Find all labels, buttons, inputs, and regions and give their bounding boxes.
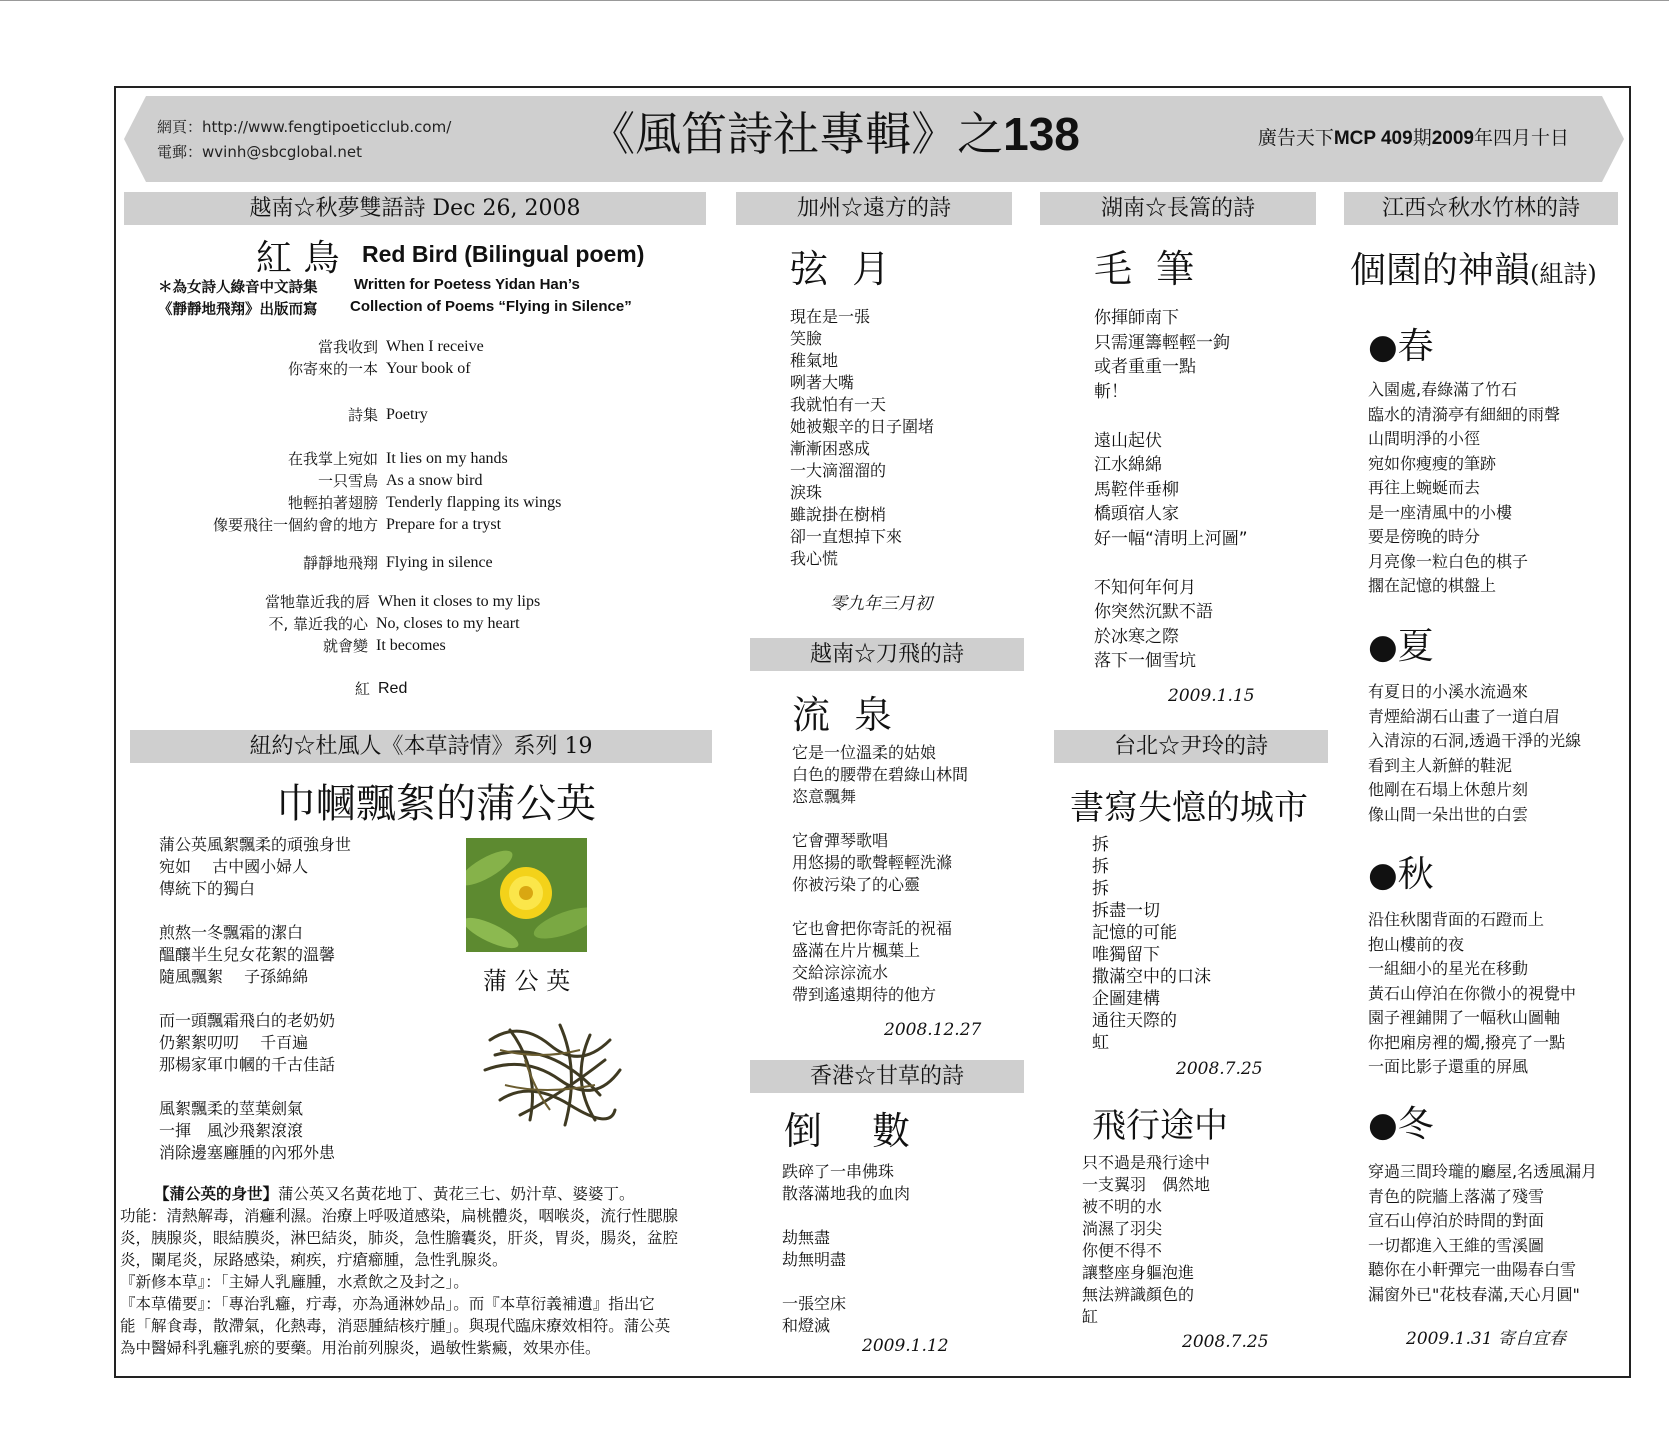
bi-line: 不, 靠近我的心 No, closes to my heart: [268, 615, 520, 633]
poem-line: 那楊家軍巾幗的千古佳話: [159, 1055, 336, 1074]
section-header-vietnam-daofei: 越南☆刀飛的詩: [750, 638, 1024, 671]
brush-date: 2009.1.15: [1168, 686, 1255, 706]
bi-line: 當牠靠近我的唇 When it closes to my lips: [264, 593, 541, 611]
poem-line: 虹: [1092, 1033, 1109, 1053]
poem-line: 被不明的水: [1082, 1197, 1163, 1216]
poem-line: 用悠揚的歌聲輕輕洗滌: [792, 853, 953, 872]
website-text: 網頁：http://www.fengtipoeticclub.com/: [157, 118, 452, 136]
poem-line: 劫無盡: [782, 1228, 831, 1247]
poem-line: 企圖建構: [1092, 989, 1160, 1009]
poem-line: [1094, 404, 1248, 429]
poem-line: 劫無明盡: [782, 1250, 847, 1269]
poem-line: 無法辨識顏色的: [1082, 1285, 1195, 1304]
autumn-season-poem: [1368, 908, 1576, 1080]
poem-line: 你突然沉默不語: [1094, 602, 1213, 622]
poem-line: 宛如你瘦瘦的筆跡: [1368, 453, 1497, 473]
dandelion-flower-image: [466, 838, 587, 952]
bi-line: 你寄來的一本 Your book of: [287, 360, 471, 378]
spring-date: 2008.12.27: [884, 1020, 982, 1040]
poem-line: 穿過三間玲瓏的廳屋,名透風漏月: [1368, 1162, 1598, 1181]
poem-line: 橋頭宿人家: [1094, 504, 1179, 524]
season-summer-label: ●夏: [1368, 626, 1434, 667]
winter-season-poem: [1368, 1160, 1597, 1307]
note-body: 蒲公英又名黃花地丁、黃花三七、奶汁草、婆婆丁。: [278, 1185, 635, 1203]
poem-title-brush: 毛 筆: [1094, 247, 1201, 291]
poem-line: 能「解食毒，散滯氣，化熱毒，消惡腫結核疔腫」。與現代臨床療效相符。蒲公英: [120, 1317, 671, 1335]
note-lines: [120, 1205, 730, 1359]
bi-line: 當我收到 When I receive: [317, 338, 484, 356]
poem-line: 白色的腰帶在碧綠山林間: [792, 765, 969, 784]
poem-line: 只需運籌輕輕一鉤: [1094, 332, 1230, 353]
poem-line: 炎，闌尾炎，尿路感染，痢疾，疔瘡癤腫，急性乳腺炎。: [120, 1251, 508, 1269]
spring-poem: [792, 742, 968, 1006]
countdown-date: 2009.1.12: [862, 1336, 949, 1356]
section-header-hongkong: 香港☆甘草的詩: [750, 1060, 1024, 1093]
dedication-zh-1: ＊為女詩人綠音中文詩集: [158, 280, 318, 296]
season-spring-label: ●春: [1368, 326, 1434, 367]
poem-line: 不知何年何月: [1094, 577, 1196, 598]
poem-line: 拆: [1092, 835, 1109, 855]
poem-line: 跌碎了一串佛珠: [782, 1162, 895, 1181]
poem-line: 煎熬一冬飄霜的潔白: [159, 923, 304, 942]
season-winter-label: ●冬: [1368, 1104, 1434, 1145]
poem-line: 宣石山停泊於時間的對面: [1368, 1211, 1545, 1230]
poem-line: 擱在記憶的棋盤上: [1368, 576, 1497, 595]
crescent-date: 零九年三月初: [830, 594, 932, 614]
dandelion-caption: 蒲 公 英: [483, 967, 571, 995]
poem-line: 她被艱辛的日子圍堵: [790, 417, 935, 436]
poem-line: 宛如 古中國小婦人: [159, 857, 309, 876]
poem-line: 聽你在小軒彈完一曲陽春白雪: [1368, 1260, 1577, 1279]
poem-line: 炎，胰腺炎，眼結膜炎，淋巴結炎，肺炎，急性膽囊炎，肝炎，胃炎，腸炎，盆腔: [120, 1229, 679, 1247]
poem-line: 它也會把你寄託的祝福: [792, 919, 953, 938]
poem-line: 現在是一張: [790, 307, 871, 326]
poem-line: 漸漸困惑成: [790, 439, 871, 458]
issue-info: 廣告天下MCP 409期2009年四月十日: [1257, 127, 1569, 149]
poem-line: 它是一位溫柔的姑娘: [792, 743, 937, 762]
section-header-california: 加州☆遠方的詩: [736, 192, 1012, 225]
poem-line: 撒滿空中的口沫: [1092, 967, 1211, 987]
poem-line: 江水綿綿: [1094, 455, 1162, 475]
poem-title-countdown: 倒 數: [784, 1109, 917, 1153]
poem-line: 一切都進入王維的雪溪圖: [1368, 1235, 1545, 1255]
poem-line: 一大滴溜溜的: [790, 461, 887, 480]
poem-line: 拆: [1092, 857, 1109, 877]
poem-line: 你被污染了的心靈: [792, 875, 921, 894]
section-header-taipei: 台北☆尹玲的詩: [1054, 730, 1328, 763]
poem-line: 看到主人新鮮的鞋泥: [1368, 755, 1513, 775]
poem-line: 沿住秋閣背面的石蹬而上: [1368, 910, 1545, 929]
poem-line: 或者重重一點: [1094, 357, 1196, 377]
poem-line: 再往上蜿蜒而去: [1368, 478, 1481, 497]
poem-line: [1094, 551, 1248, 576]
poem-line: 消除邊塞廱腫的內邪外患: [159, 1143, 336, 1162]
poem-line: 一組細小的星光在移動: [1368, 959, 1529, 978]
poem-line: 漏窗外已"花枝春滿,天心月圓": [1368, 1284, 1580, 1304]
dedication-en-1: Written for Poetess Yidan Han’s: [354, 276, 580, 293]
dried-herb-image: [470, 1000, 630, 1140]
poem-line: 盛滿在片片楓葉上: [792, 941, 921, 960]
poem-line: 只不過是飛行途中: [1082, 1153, 1211, 1172]
bi-line: 紅 Red: [354, 680, 408, 698]
poem-line: [782, 1271, 910, 1293]
city-poem: [1092, 834, 1211, 1054]
note-heading: 【蒲公英的身世】: [154, 1185, 279, 1203]
poem-line: [159, 900, 351, 922]
poem-line: 入園處,春綠滿了竹石: [1368, 380, 1518, 399]
section-header-hunan: 湖南☆長篙的詩: [1040, 192, 1316, 225]
poem-line: 恣意飄舞: [792, 787, 857, 806]
poem-line: 仍絮絮叨叨 千百遍: [159, 1033, 309, 1052]
dandelion-poem: [159, 834, 351, 1164]
poem-line: 蒲公英風絮飄柔的頑強身世: [159, 835, 352, 854]
poem-line: 拆盡一切: [1092, 901, 1160, 921]
poem-line: 一張空床: [782, 1294, 847, 1313]
poem-line: 帶到遙遠期待的他方: [792, 985, 937, 1004]
poem-line: 卻一直想掉下來: [790, 527, 903, 546]
bi-line: 就會變 It becomes: [322, 637, 446, 655]
poem-line: 『本草備要』：「專治乳癰，疔毒，亦為通淋妙品」。而『本草衍義補遺』指出它: [120, 1295, 655, 1313]
poem-line: 通往天際的: [1092, 1011, 1177, 1031]
poem-title-flight: 飛行途中: [1092, 1106, 1228, 1146]
poem-line: 山間明淨的小徑: [1368, 429, 1481, 448]
poem-line: 功能：清熱解毒，消癰利濕。治療上呼吸道感染，扁桃體炎，咽喉炎，流行性腮腺: [120, 1207, 679, 1225]
bi-line: 牠輕拍著翅膀 Tenderly flapping its wings: [287, 494, 562, 512]
poem-line: 傳統下的獨白: [159, 879, 256, 898]
dandelion-title: 巾幗飄絮的蒲公英: [276, 781, 596, 827]
poem-line: 唯獨留下: [1092, 945, 1160, 965]
poem-title-garden: 個園的神韻(組詩): [1350, 250, 1597, 291]
poem-line: 一面比影子還重的屏風: [1368, 1057, 1529, 1076]
poem-line: 『新修本草』：「主婦人乳廱腫，水煮飲之及封之」。: [120, 1273, 469, 1291]
poem-line: 一揮 風沙飛絮滾滾: [159, 1121, 304, 1140]
poem-line: 醞釀半生兒女花絮的溫馨: [159, 945, 336, 964]
page-title: 《風笛詩社專輯》之138: [589, 107, 1080, 161]
section-header-dandelion: 紐約☆杜風人《本草詩情》系列 19: [130, 730, 712, 763]
poem-line: 入清涼的石洞,透過干淨的光線: [1368, 731, 1582, 750]
summer-season-poem: [1368, 680, 1581, 827]
poem-line: 我心慌: [790, 549, 839, 568]
poem-line: 一支翼羽 偶然地: [1082, 1175, 1211, 1194]
poem-line: 拆: [1092, 879, 1109, 899]
poem-line: 好一幅“清明上河圖”: [1094, 528, 1248, 549]
city-date: 2008.7.25: [1176, 1059, 1263, 1079]
poem-title-en: Red Bird (Bilingual poem): [362, 241, 645, 267]
poem-line: 他剛在石塌上休憩片刻: [1368, 780, 1529, 799]
poem-line: 缸: [1082, 1307, 1099, 1326]
bi-line: 一只雪鳥 As a snow bird: [317, 472, 483, 490]
poem-line: 隨風飄絮 子孫綿綿: [159, 967, 309, 986]
garden-date: 2009.1.31 寄自宜春: [1406, 1329, 1566, 1349]
poem-line: 黃石山停泊在你微小的視覺中: [1368, 983, 1577, 1003]
poem-line: 淚珠: [790, 483, 823, 502]
poem-line: 青煙給湖石山畫了一道白眉: [1368, 706, 1561, 726]
countdown-poem: [782, 1161, 910, 1337]
poem-line: 抱山樓前的夜: [1368, 934, 1465, 954]
poem-line: 我就怕有一天: [790, 395, 887, 414]
poem-line: 落下一個雪坑: [1094, 651, 1196, 671]
poem-line: 淌濕了羽尖: [1082, 1219, 1163, 1238]
poem-title-crescent: 弦 月: [790, 247, 897, 291]
poem-line: 於冰寒之際: [1094, 626, 1179, 647]
poem-title-city: 書寫失憶的城市: [1070, 788, 1308, 828]
poem-line: 有夏日的小溪水流過來: [1368, 682, 1529, 701]
brush-poem: [1094, 306, 1248, 674]
poem-line: 園子裡鋪開了一幅秋山圖軸: [1368, 1008, 1561, 1027]
bi-line: 在我掌上宛如 It lies on my hands: [287, 450, 508, 468]
poem-line: 你便不得不: [1082, 1241, 1163, 1260]
poem-line: 散落滿地我的血肉: [782, 1184, 911, 1203]
bi-line: 像要飛往一個約會的地方 Prepare for a tryst: [212, 516, 502, 534]
poem-line: 咧著大嘴: [790, 373, 855, 392]
poem-line: 馬鞚伴垂柳: [1094, 479, 1179, 500]
poem-line: 為中醫婦科乳癰乳瘀的要藥。用治前列腺炎，過敏性紫癜，效果亦佳。: [120, 1339, 601, 1357]
poem-line: 記憶的可能: [1092, 923, 1177, 943]
poem-title-zh: 紅 鳥: [256, 238, 340, 279]
poem-line: 你把廂房裡的燭,撥亮了一點: [1368, 1032, 1566, 1052]
poem-line: 斬！: [1094, 381, 1128, 402]
poem-line: [792, 808, 968, 830]
top-rule: [0, 0, 1669, 1]
poem-line: 風絮飄柔的莖葉劍氣: [159, 1099, 304, 1118]
email-text: 電郵：wvinh@sbcglobal.net: [157, 143, 363, 161]
poem-line: 而一頭飄霜飛白的老奶奶: [159, 1011, 336, 1030]
poem-line: 讓整座身軀泡進: [1082, 1263, 1195, 1282]
spring-season-poem: [1368, 378, 1560, 599]
poem-line: 像山間一朵出世的白雲: [1368, 804, 1529, 824]
poem-line: 笑臉: [790, 329, 823, 348]
poem-line: [782, 1205, 910, 1227]
poem-line: 和燈滅: [782, 1316, 831, 1335]
poem-line: 雖說掛在樹梢: [790, 505, 887, 524]
poem-line: 遠山起伏: [1094, 430, 1162, 451]
poem-line: 月亮像一粒白色的棋子: [1368, 551, 1529, 571]
poem-line: 臨水的清漪亭有細細的雨聲: [1368, 404, 1561, 424]
poem-line: [159, 988, 351, 1010]
poem-line: 青色的院牆上落滿了殘雪: [1368, 1186, 1545, 1206]
section-header-jiangxi: 江西☆秋水竹林的詩: [1344, 192, 1618, 225]
section-header-redbird: 越南☆秋夢雙語詩 Dec 26, 2008: [124, 192, 706, 225]
bi-line: 詩集 Poetry: [347, 406, 428, 424]
poem-line: 要是傍晚的時分: [1368, 527, 1481, 546]
dedication-zh-2: 《靜靜地飛翔》出版而寫: [158, 302, 318, 318]
season-autumn-label: ●秋: [1368, 854, 1434, 895]
flight-date: 2008.7.25: [1182, 1332, 1269, 1352]
dedication-en-2: Collection of Poems “Flying in Silence”: [350, 298, 632, 315]
poem-line: [792, 896, 968, 918]
poem-line: 它會彈琴歌唱: [792, 831, 889, 850]
dandelion-note: [120, 1183, 730, 1359]
poem-line: 你揮師南下: [1094, 308, 1179, 328]
poem-line: [159, 1076, 351, 1098]
bi-line: 靜靜地飛翔 Flying in silence: [302, 554, 493, 572]
poem-line: 交給淙淙流水: [792, 963, 889, 982]
flight-poem: [1082, 1152, 1210, 1328]
poem-title-spring: 流 泉: [792, 693, 899, 737]
poem-line: 稚氣地: [790, 351, 839, 370]
poem-line: 是一座清風中的小樓: [1368, 502, 1513, 522]
crescent-poem: [790, 306, 934, 570]
